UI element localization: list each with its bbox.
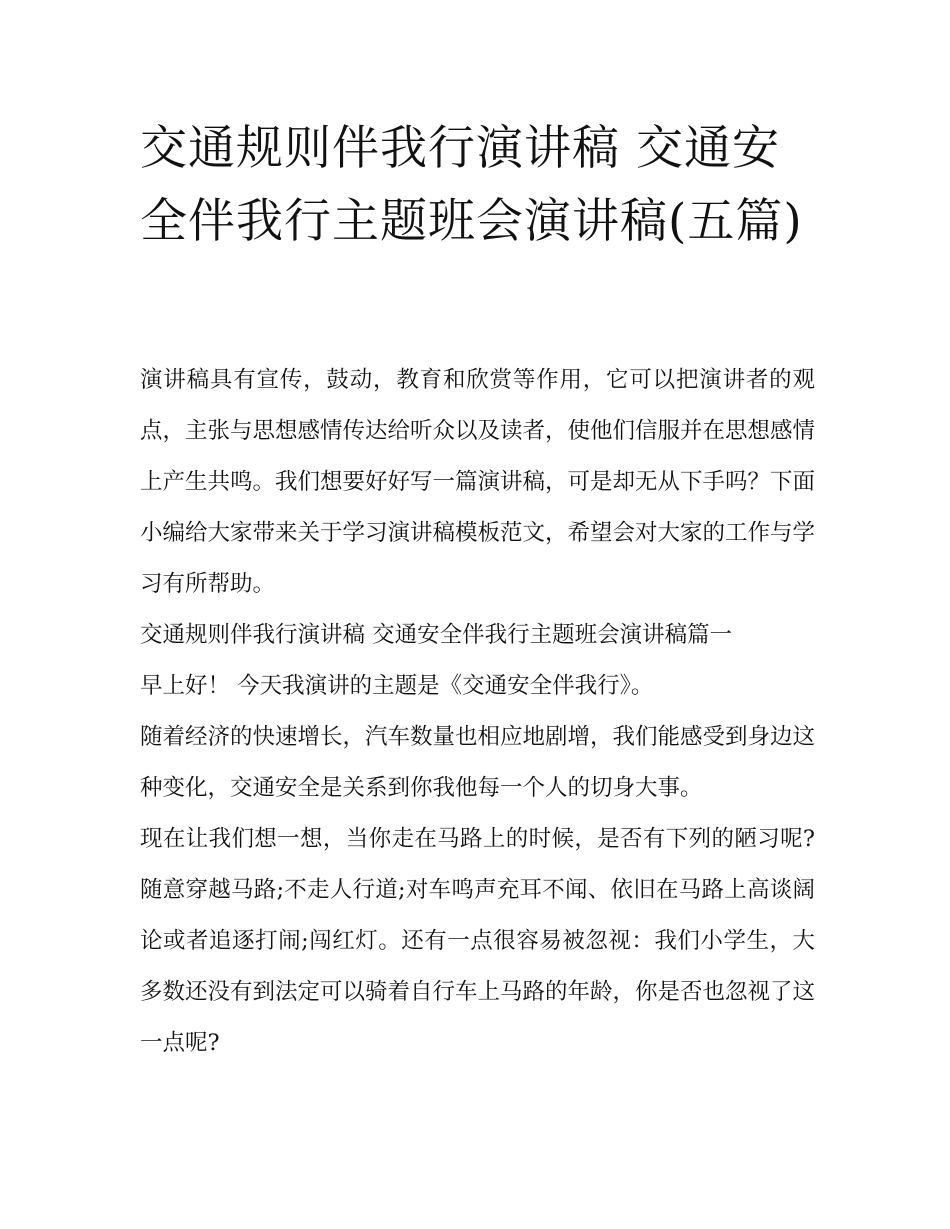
body-paragraph: 现在让我们想一想，当你走在马路上的时候，是否有下列的陋习呢?随意穿越马路;不走人行道;对车鸣声充耳不闻、依旧在马路上高谈阔论或者追逐打闹;闯红灯。还有一点很容易被忽视：我们小学生，大多数还没有到法定可以骑着自行车上马路的年龄，你是否也忽视了这一点呢? [140, 826, 816, 1056]
body-paragraph: 随着经济的快速增长，汽车数量也相应地剧增，我们能感受到身边这种变化，交通安全是关系到你我他每一个人的切身大事。 [140, 724, 816, 801]
greeting-paragraph: 早上好！ 今天我演讲的主题是《交通安全伴我行》。 [140, 673, 654, 699]
section-heading: 交通规则伴我行演讲稿 交通安全伴我行主题班会演讲稿篇一 [140, 622, 733, 648]
intro-paragraph: 演讲稿具有宣传，鼓动，教育和欣赏等作用，它可以把演讲者的观点，主张与思想感情传达给听众以及读者，使他们信服并在思想感情上产生共鸣。我们想要好好写一篇演讲稿，可是却无从下手吗？下面小编给大家带来关于学习演讲稿模板范文，希望会对大家的工作与学习有所帮助。 [140, 367, 816, 597]
document-body [140, 355, 815, 1069]
document-title: 交通规则伴我行演讲稿 交通安全伴我行主题班会演讲稿(五篇) [140, 121, 803, 249]
